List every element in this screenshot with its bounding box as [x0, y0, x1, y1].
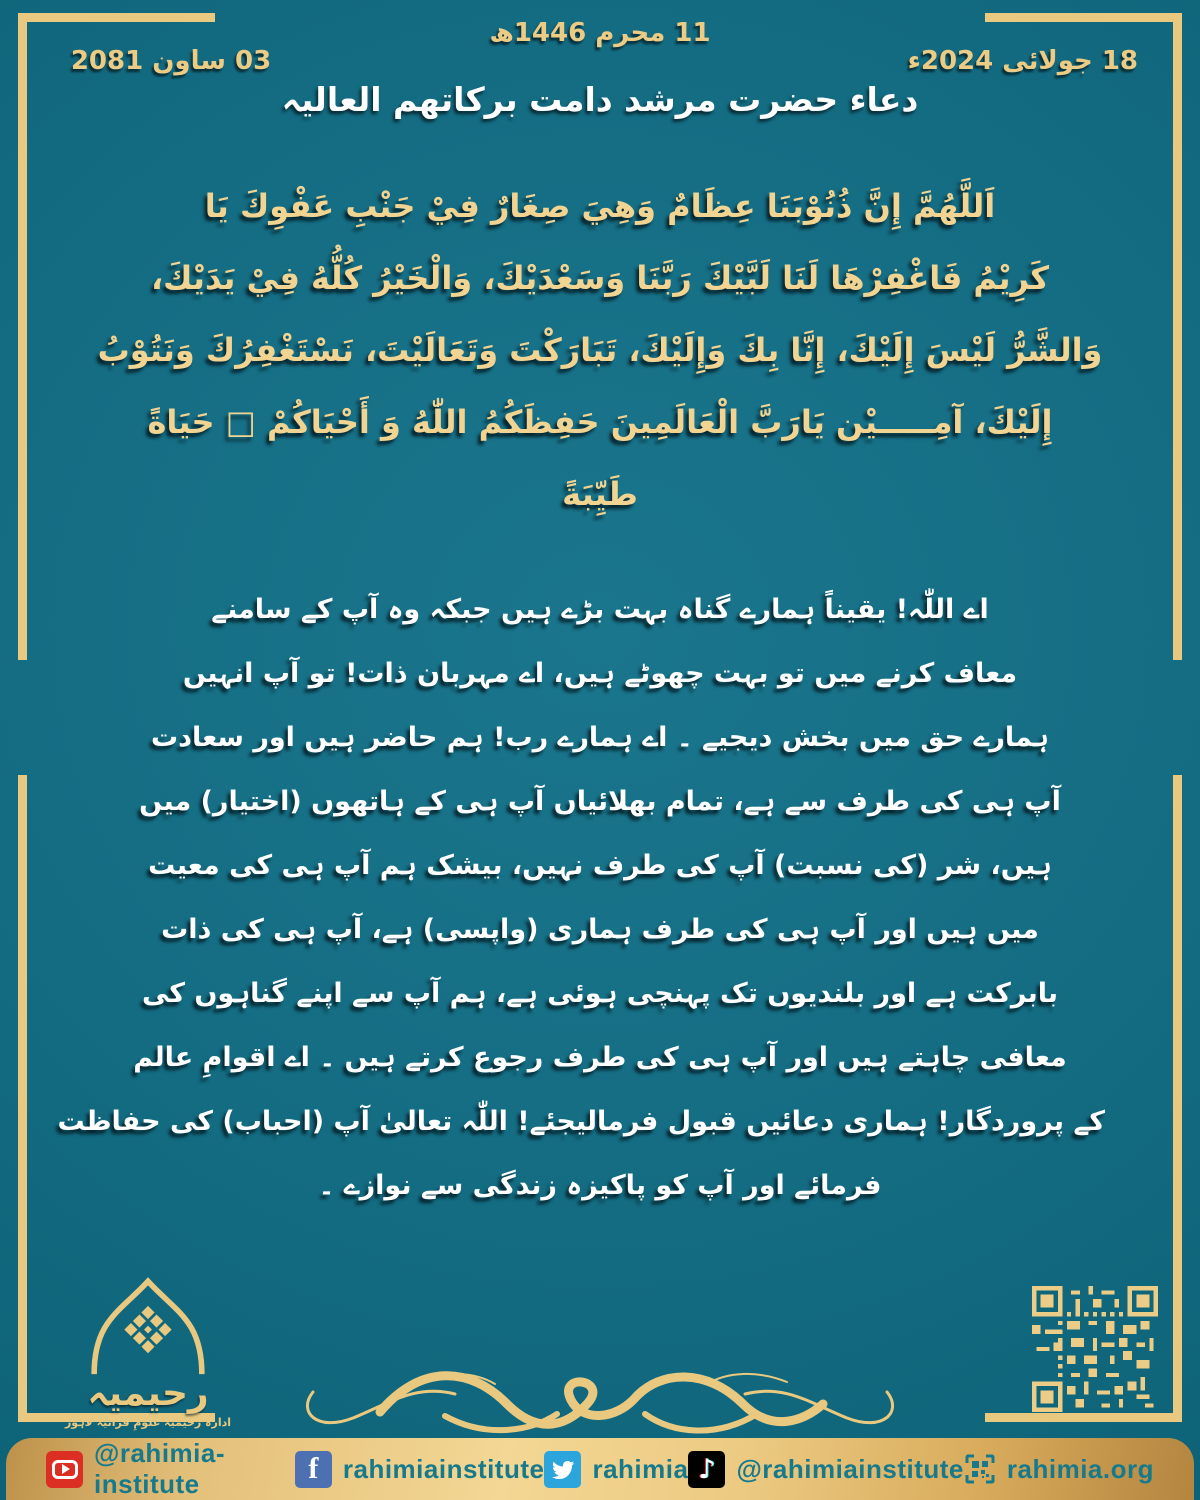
social-tiktok[interactable] [688, 1451, 963, 1488]
urdu-line: ہمارے حق میں بخش دیجیے ۔ اے ہمارے رب! ہم حاضر ہیں اور سعادت [151, 722, 1049, 753]
website-url: rahimia.org [1006, 1453, 1154, 1484]
urdu-line: فرمائے اور آپ کو پاکیزہ زندگی سے نوازے ۔ [318, 1170, 882, 1201]
urdu-line: کے پروردگار! ہماری دعائیں قبول فرمالیجئے! اللّٰہ تعالیٰ آپ (احباب) کی حفاظت [57, 1106, 1105, 1137]
social-youtube[interactable] [46, 1438, 295, 1500]
logo-wordmark: رحیمیہ [87, 1373, 209, 1414]
arabic-line: كَرِيْمُ فَاغْفِرْهَا لَنَا لَبَّيْكَ رَبَّنَا وَسَعْدَيْكَ، وَالْخَيْرُ كُلُّهُ فِيْ يَدَيْكَ، [150, 259, 1050, 297]
arabic-line: إِلَيْكَ، آمِـــــيْن يَارَبَّ الْعَالَمِينَ حَفِظَكُمُ اللّٰهُ وَ أَحْيَاكُمْ □ حَيَاةً [147, 403, 1053, 441]
social-twitter[interactable] [544, 1451, 688, 1488]
youtube-handle: @rahimia-institute [94, 1438, 225, 1499]
youtube-icon [46, 1451, 83, 1488]
urdu-line: ہیں، شر (کی نسبت) آپ کی طرف نہیں، بیشک ہم آپ ہی کی معیت [148, 850, 1052, 881]
logo-tagline: ادارہ رحیمیہ علومِ قرآنیہ لاہور [64, 1416, 232, 1429]
urdu-line: معافی چاہتے ہیں اور آپ ہی کی طرف رجوع کرتے ہیں ۔ اے اقوامِ عالم [133, 1042, 1067, 1073]
calligraphic-flourish-icon [295, 1352, 905, 1438]
facebook-handle: rahimiainstitute [342, 1453, 545, 1484]
hijri-date: 11 محرم 1446ھ [489, 18, 711, 48]
twitter-handle: rahimia [592, 1453, 689, 1484]
frame-left-lower [18, 775, 27, 1422]
arabic-prayer-block [60, 170, 1140, 530]
tiktok-handle: @rahimiainstitute [736, 1453, 964, 1484]
arabic-line: اَللَّهُمَّ إِنَّ ذُنُوْبَنَا عِظَامٌ وَهِيَ صِغَارٌ فِيْ جَنْبِ عَفْوِكَ يَا [204, 187, 996, 225]
urdu-line: میں ہیں اور آپ ہی کی طرف ہماری (واپسی) ہے، آپ ہی کی ذات [161, 914, 1039, 945]
twitter-icon [544, 1451, 581, 1488]
frame-right-lower [1173, 775, 1182, 1422]
tiktok-icon: ♪ [688, 1451, 725, 1488]
arabic-line: طَيِّبَةً [562, 475, 638, 513]
facebook-icon: f [295, 1451, 332, 1488]
social-facebook[interactable] [295, 1451, 545, 1488]
rahimia-logo [48, 1272, 248, 1429]
social-website[interactable] [964, 1453, 1154, 1485]
logo-arch-icon [73, 1272, 223, 1376]
arabic-line: وَالشَّرُّ لَيْسَ إِلَيْكَ، إِنَّا بِكَ وَإِلَيْكَ، تَبَارَكْتَ وَتَعَالَيْتَ، نَسْتَغْفِرُكَ وَنَتُوْبُ [97, 331, 1103, 369]
frame-bottom-right [985, 1413, 1182, 1422]
qr-code [1032, 1286, 1158, 1412]
qr-web-icon [964, 1453, 996, 1485]
urdu-line: بابرکت ہے اور بلندیوں تک پہنچی ہوئی ہے، ہم آپ سے اپنے گناہوں کی [141, 978, 1059, 1009]
urdu-line: معاف کرنے میں تو بہت چھوٹے ہیں، اے مہربان ذات! تو آپ انہیں [182, 658, 1018, 689]
gregorian-date: 18 جولائی 2024ء [907, 46, 1138, 76]
urdu-line: آپ ہی کی طرف سے ہے، تمام بھلائیاں آپ ہی کے ہاتھوں (اختیار) میں [139, 786, 1061, 817]
urdu-line: اے اللّٰہ! یقیناً ہمارے گناہ بہت بڑے ہیں جبکہ وہ آپ کے سامنے [211, 594, 989, 625]
urdu-translation-block [57, 578, 1105, 1218]
bikrami-date: 03 ساون 2081 [70, 46, 272, 76]
social-footer-bar [6, 1438, 1194, 1500]
poster-title: دعاء حضرت مرشد دامت برکاتھم العالیہ [281, 80, 919, 119]
